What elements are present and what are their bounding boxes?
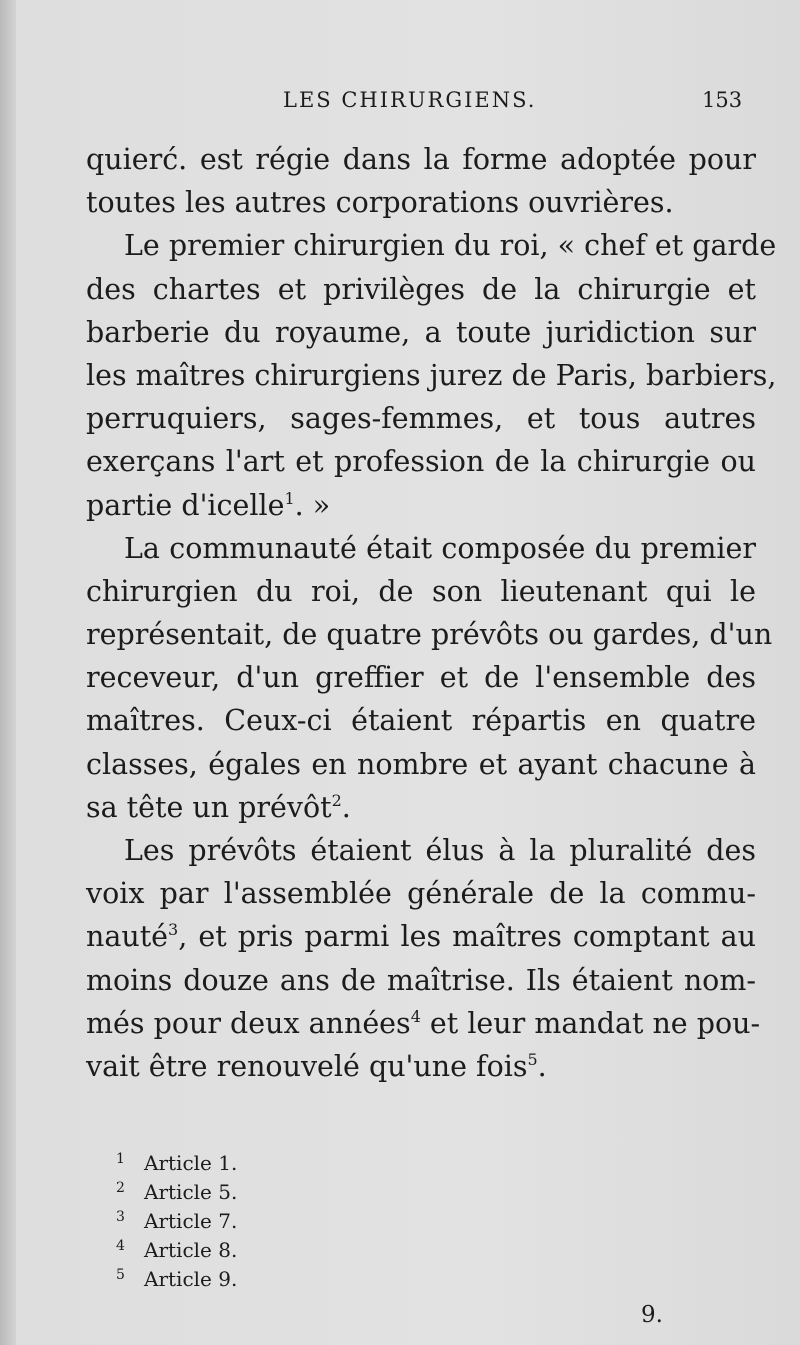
footnote-ref: 1 xyxy=(284,488,295,508)
footnote xyxy=(116,1232,516,1261)
text-line: représentait, de quatre prévôts ou gardes, d'un xyxy=(86,618,773,652)
footnote-number: 2 xyxy=(116,1180,125,1196)
footnote xyxy=(116,1261,516,1290)
footnote-number: 4 xyxy=(116,1238,125,1254)
page-number: 153 xyxy=(702,88,743,112)
footnote-number: 1 xyxy=(116,1151,125,1167)
text-line: Le premier chirurgien du roi, « chef et garde xyxy=(124,229,777,263)
text-line: voix par l'assemblée générale de la commu- xyxy=(86,877,756,911)
text-line: vait être renouvelé qu'une fois$^5$. xyxy=(86,1049,547,1083)
footnote-text: Article 5. xyxy=(144,1180,238,1204)
text-line: sa tête un prévôt$^2$. xyxy=(86,790,351,824)
text-line: chirurgien du roi, de son lieutenant qui le xyxy=(86,574,756,608)
footnote xyxy=(116,1174,516,1203)
footnote-number: 3 xyxy=(116,1209,125,1225)
text-line: Les prévôts étaient élus à la pluralité des xyxy=(124,834,756,867)
signature-mark: 9. xyxy=(641,1302,663,1328)
running-head xyxy=(0,88,800,118)
text-line: La communauté était composée du premier xyxy=(124,531,756,565)
text-line: més pour deux années$^4$ et leur mandat ne pou- xyxy=(86,1006,761,1040)
footnote xyxy=(116,1203,516,1232)
text-line: partie d'icelle$^1$. » xyxy=(86,488,331,522)
text-line: nauté$^3$, et pris parmi les maîtres comptant au xyxy=(86,920,756,954)
running-title: LES CHIRURGIENS. xyxy=(283,88,537,112)
page-gutter xyxy=(0,0,16,1345)
text-line: receveur, d'un greffier et de l'ensemble des xyxy=(86,661,756,695)
footnote-text: Article 1. xyxy=(144,1151,238,1175)
footnote-ref: 4 xyxy=(410,1006,421,1026)
footnote-ref: 5 xyxy=(527,1049,538,1069)
footnotes xyxy=(116,1145,516,1290)
text-line: barberie du royaume, a toute juridiction sur xyxy=(86,315,756,349)
footnote-text: Article 7. xyxy=(144,1209,238,1233)
footnote-text: Article 8. xyxy=(144,1238,238,1262)
text-line: maîtres. Ceux-ci étaient répartis en quatre xyxy=(86,704,756,738)
text-line: quierć. est régie dans la forme adoptée pour xyxy=(86,143,756,176)
text-line: toutes les autres corporations ouvrières. xyxy=(86,186,674,220)
text-line: classes, égales en nombre et ayant chacune à xyxy=(86,747,756,781)
body-text xyxy=(86,138,777,1088)
footnote-text: Article 9. xyxy=(144,1267,238,1291)
text-line: perruquiers, sages-femmes, et tous autres xyxy=(86,402,756,436)
text-line: exerçans l'art et profession de la chirurgie ou xyxy=(86,445,756,479)
text-line: des chartes et privilèges de la chirurgie et xyxy=(86,272,756,306)
text-line: moins douze ans de maîtrise. Ils étaient nom- xyxy=(86,963,756,997)
footnote-ref: 2 xyxy=(331,790,342,810)
text-line: les maîtres chirurgiens jurez de Paris, barbiers, xyxy=(86,358,777,392)
footnote-ref: 3 xyxy=(168,920,179,940)
footnote xyxy=(116,1145,516,1174)
footnote-number: 5 xyxy=(116,1267,125,1283)
